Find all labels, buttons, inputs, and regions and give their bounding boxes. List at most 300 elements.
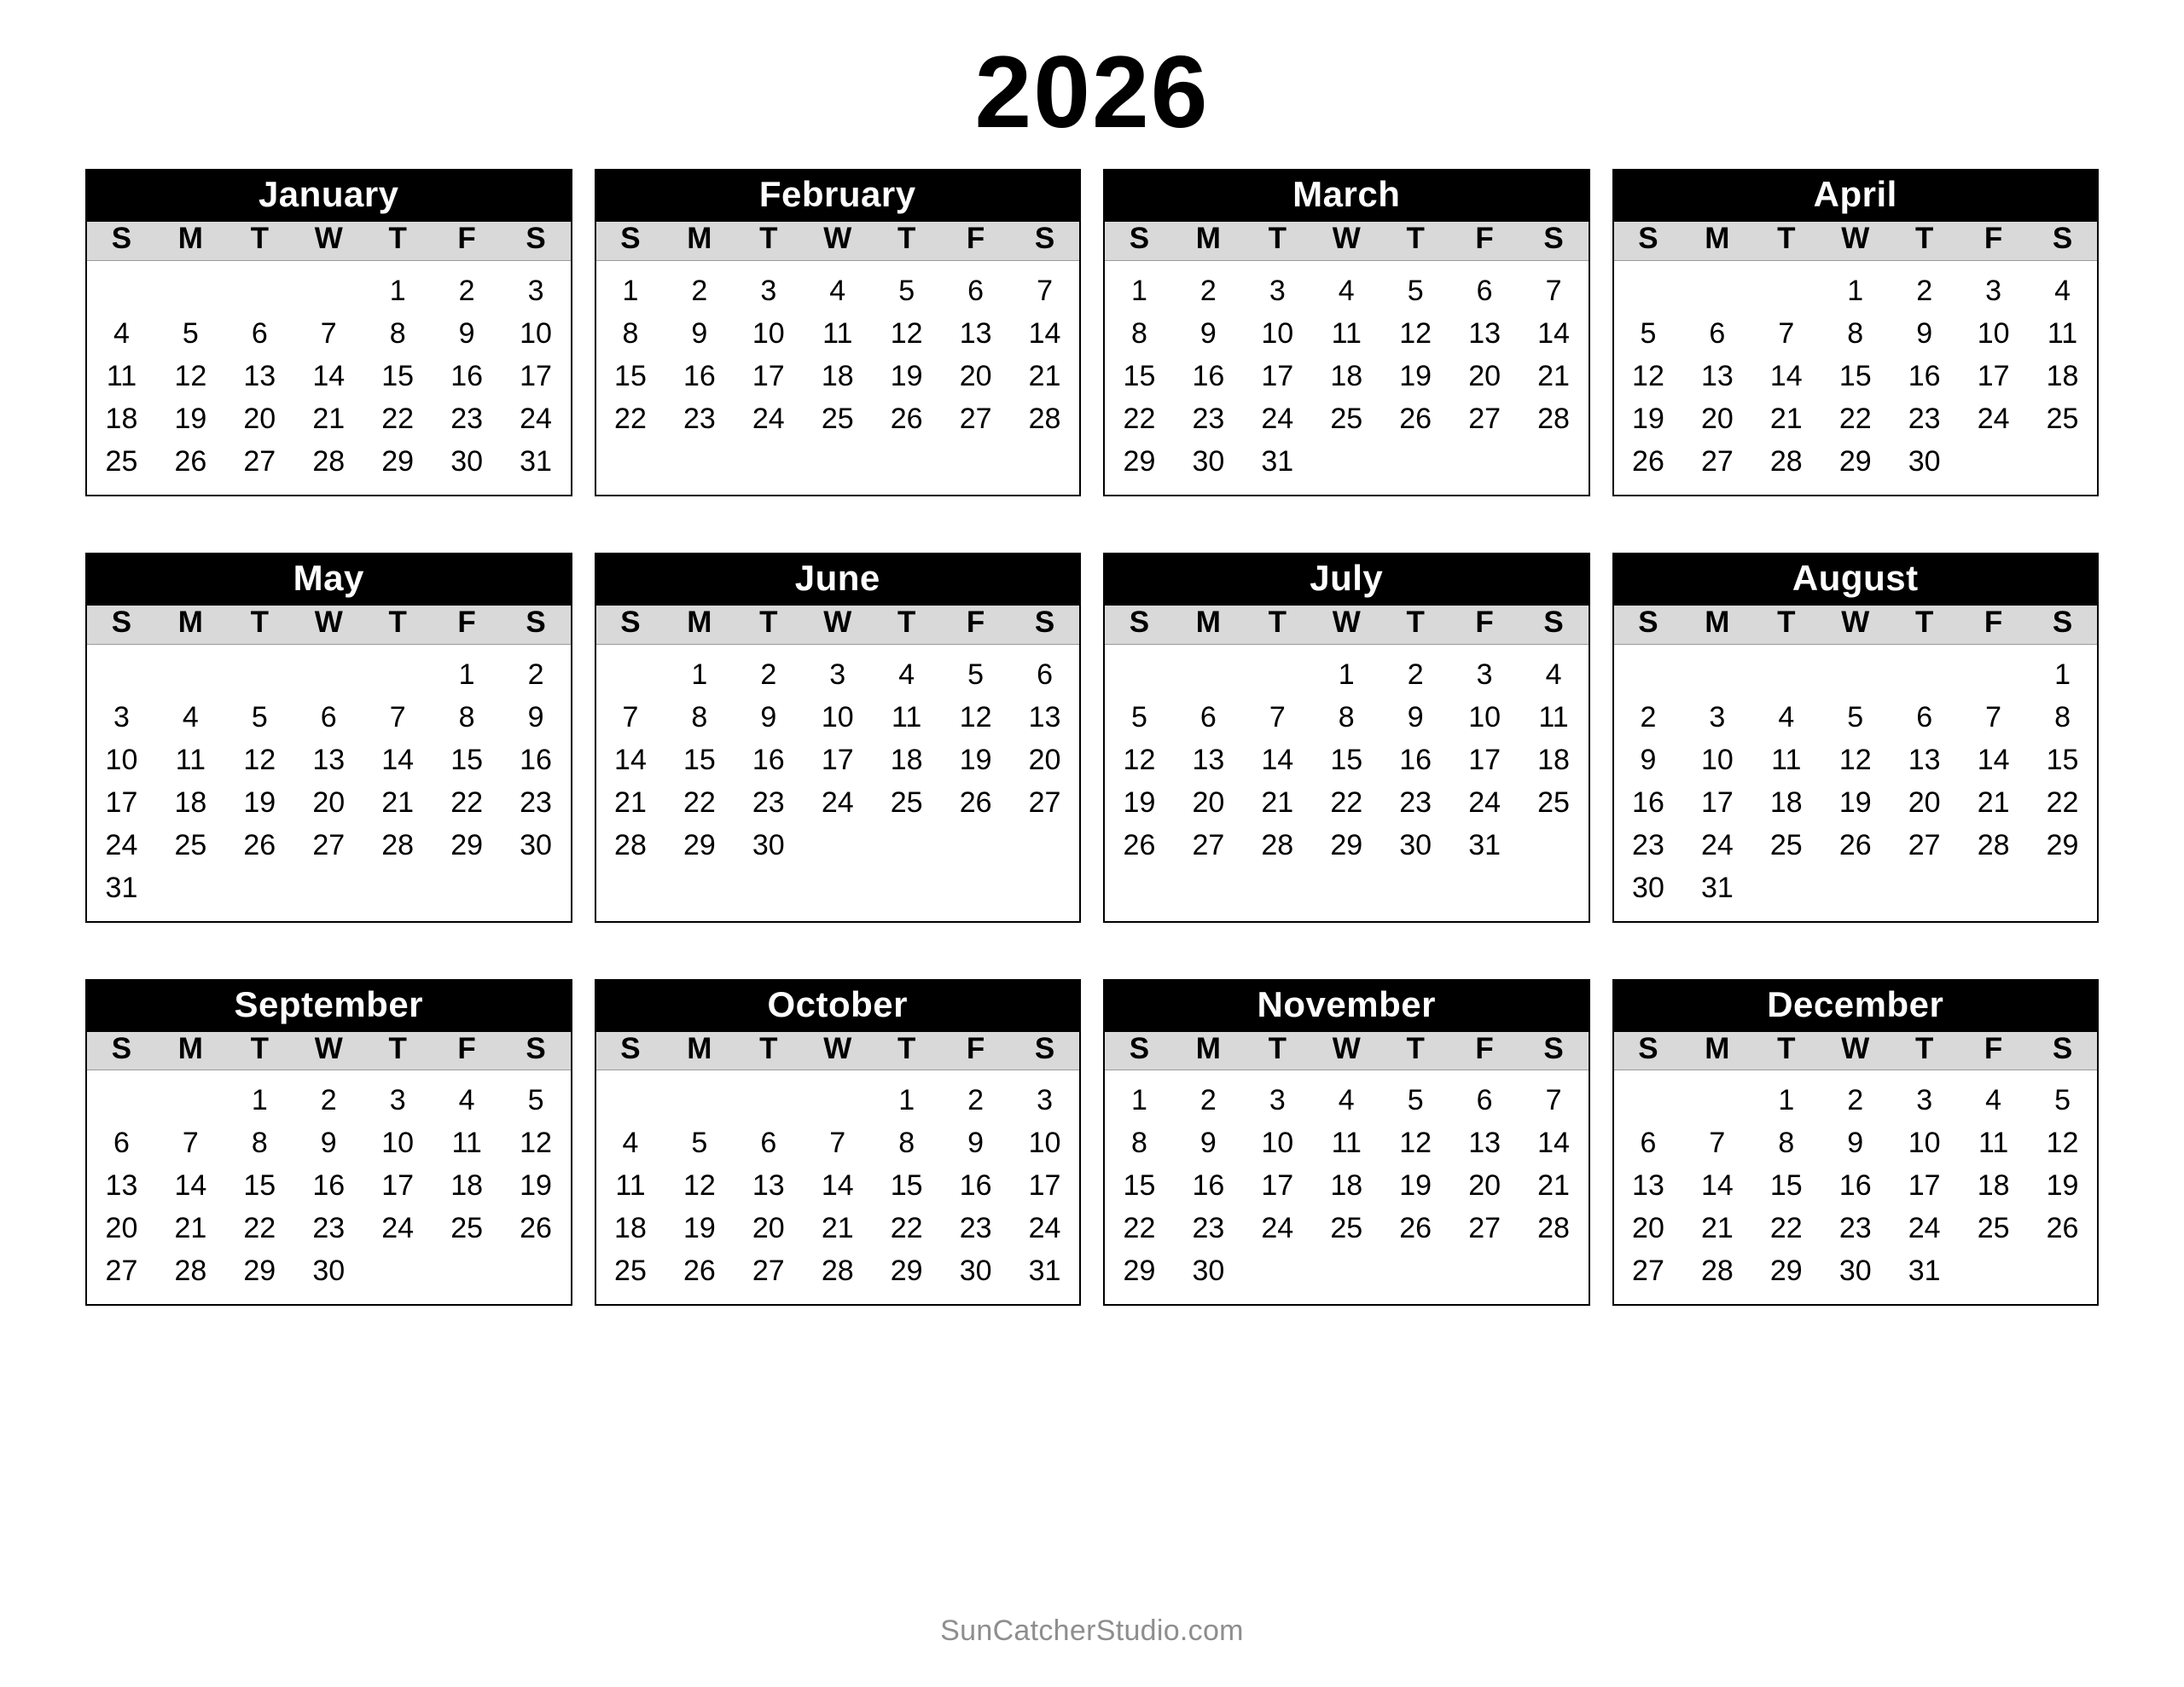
- day-cell[interactable]: 17: [1977, 359, 2010, 392]
- day-cell[interactable]: 27: [1468, 1212, 1502, 1245]
- day-cell[interactable]: 6: [113, 1127, 130, 1160]
- day-cell[interactable]: 25: [105, 444, 138, 478]
- day-cell[interactable]: 2: [1640, 700, 1657, 733]
- day-cell[interactable]: 2: [1199, 1084, 1217, 1117]
- day-cell[interactable]: 23: [959, 1212, 992, 1245]
- day-cell[interactable]: 8: [2054, 700, 2071, 733]
- day-cell[interactable]: 24: [1700, 828, 1734, 861]
- day-cell[interactable]: 31: [1700, 871, 1734, 904]
- day-cell[interactable]: 8: [1338, 700, 1355, 733]
- day-cell[interactable]: 1: [1778, 1084, 1795, 1117]
- day-cell[interactable]: 4: [2054, 274, 2071, 307]
- day-cell[interactable]: 3: [829, 658, 846, 691]
- day-cell[interactable]: 19: [243, 786, 276, 819]
- day-cell[interactable]: 12: [1632, 359, 1664, 392]
- day-cell[interactable]: 29: [381, 444, 415, 478]
- day-cell[interactable]: 21: [1537, 1169, 1570, 1203]
- day-cell[interactable]: 10: [520, 316, 552, 350]
- day-cell[interactable]: 2: [691, 274, 708, 307]
- day-cell[interactable]: 30: [1632, 871, 1664, 904]
- day-cell[interactable]: 3: [1476, 658, 1493, 691]
- day-cell[interactable]: 15: [614, 359, 647, 392]
- day-cell[interactable]: 9: [458, 316, 475, 350]
- day-cell[interactable]: 2: [527, 658, 544, 691]
- day-cell[interactable]: 27: [959, 402, 992, 435]
- day-cell[interactable]: 20: [1908, 786, 1941, 819]
- day-cell[interactable]: 20: [1028, 743, 1061, 776]
- day-cell[interactable]: 16: [450, 359, 484, 392]
- day-cell[interactable]: 21: [1977, 786, 2010, 819]
- day-cell[interactable]: 24: [1468, 786, 1502, 819]
- day-cell[interactable]: 3: [113, 700, 130, 733]
- day-cell[interactable]: 8: [1131, 1127, 1147, 1160]
- day-cell[interactable]: 22: [1123, 402, 1156, 435]
- day-cell[interactable]: 17: [1028, 1169, 1061, 1203]
- day-cell[interactable]: 1: [251, 1084, 268, 1117]
- day-cell[interactable]: 11: [1538, 700, 1569, 733]
- day-cell[interactable]: 4: [1985, 1084, 2002, 1117]
- day-cell[interactable]: 31: [520, 444, 552, 478]
- day-cell[interactable]: 4: [898, 658, 915, 691]
- day-cell[interactable]: 10: [752, 316, 785, 350]
- day-cell[interactable]: 26: [1123, 828, 1156, 861]
- day-cell[interactable]: 6: [320, 700, 337, 733]
- day-cell[interactable]: 21: [1261, 786, 1294, 819]
- day-cell[interactable]: 14: [1261, 743, 1294, 776]
- day-cell[interactable]: 20: [1632, 1212, 1664, 1245]
- day-cell[interactable]: 21: [1700, 1212, 1734, 1245]
- day-cell[interactable]: 5: [527, 1084, 544, 1117]
- day-cell[interactable]: 5: [182, 316, 199, 350]
- day-cell[interactable]: 6: [760, 1127, 777, 1160]
- day-cell[interactable]: 19: [682, 1212, 716, 1245]
- day-cell[interactable]: 5: [967, 658, 985, 691]
- day-cell[interactable]: 23: [682, 402, 716, 435]
- day-cell[interactable]: 12: [1123, 743, 1156, 776]
- day-cell[interactable]: 18: [1977, 1169, 2010, 1203]
- day-cell[interactable]: 8: [898, 1127, 915, 1160]
- day-cell[interactable]: 11: [2047, 316, 2078, 350]
- day-cell[interactable]: 14: [1537, 1127, 1570, 1160]
- day-cell[interactable]: 26: [682, 1255, 716, 1288]
- day-cell[interactable]: 21: [381, 786, 415, 819]
- day-cell[interactable]: 27: [312, 828, 346, 861]
- day-cell[interactable]: 29: [243, 1255, 276, 1288]
- day-cell[interactable]: 28: [1700, 1255, 1734, 1288]
- day-cell[interactable]: 14: [312, 359, 346, 392]
- day-cell[interactable]: 24: [1261, 402, 1294, 435]
- day-cell[interactable]: 11: [822, 316, 853, 350]
- day-cell[interactable]: 8: [622, 316, 639, 350]
- day-cell[interactable]: 15: [450, 743, 484, 776]
- day-cell[interactable]: 1: [458, 658, 475, 691]
- day-cell[interactable]: 29: [1123, 1255, 1156, 1288]
- day-cell[interactable]: 18: [1330, 359, 1363, 392]
- day-cell[interactable]: 26: [1399, 1212, 1432, 1245]
- day-cell[interactable]: 26: [520, 1212, 552, 1245]
- day-cell[interactable]: 14: [1028, 316, 1061, 350]
- day-cell[interactable]: 29: [1123, 444, 1156, 478]
- day-cell[interactable]: 11: [1978, 1127, 2009, 1160]
- day-cell[interactable]: 9: [1199, 1127, 1217, 1160]
- day-cell[interactable]: 8: [458, 700, 475, 733]
- day-cell[interactable]: 2: [1847, 1084, 1864, 1117]
- day-cell[interactable]: 25: [450, 1212, 484, 1245]
- day-cell[interactable]: 16: [1192, 359, 1225, 392]
- day-cell[interactable]: 10: [1028, 1127, 1061, 1160]
- day-cell[interactable]: 26: [2046, 1212, 2079, 1245]
- day-cell[interactable]: 7: [1037, 274, 1053, 307]
- day-cell[interactable]: 24: [1977, 402, 2010, 435]
- day-cell[interactable]: 5: [1640, 316, 1657, 350]
- day-cell[interactable]: 21: [1769, 402, 1803, 435]
- day-cell[interactable]: 3: [760, 274, 777, 307]
- day-cell[interactable]: 20: [1468, 359, 1502, 392]
- day-cell[interactable]: 12: [2046, 1127, 2079, 1160]
- day-cell[interactable]: 18: [1537, 743, 1570, 776]
- day-cell[interactable]: 9: [967, 1127, 985, 1160]
- day-cell[interactable]: 7: [1545, 1084, 1562, 1117]
- day-cell[interactable]: 13: [312, 743, 346, 776]
- day-cell[interactable]: 26: [1399, 402, 1432, 435]
- day-cell[interactable]: 16: [1632, 786, 1664, 819]
- day-cell[interactable]: 7: [1709, 1127, 1726, 1160]
- day-cell[interactable]: 22: [1330, 786, 1363, 819]
- day-cell[interactable]: 14: [1537, 316, 1570, 350]
- day-cell[interactable]: 25: [1537, 786, 1570, 819]
- day-cell[interactable]: 11: [175, 743, 206, 776]
- day-cell[interactable]: 5: [251, 700, 268, 733]
- day-cell[interactable]: 25: [821, 402, 854, 435]
- day-cell[interactable]: 27: [1632, 1255, 1664, 1288]
- day-cell[interactable]: 4: [829, 274, 846, 307]
- day-cell[interactable]: 1: [2054, 658, 2071, 691]
- day-cell[interactable]: 28: [1537, 1212, 1570, 1245]
- day-cell[interactable]: 20: [1468, 1169, 1502, 1203]
- day-cell[interactable]: 7: [1269, 700, 1286, 733]
- day-cell[interactable]: 31: [1908, 1255, 1941, 1288]
- day-cell[interactable]: 13: [1468, 1127, 1502, 1160]
- day-cell[interactable]: 15: [1123, 1169, 1156, 1203]
- day-cell[interactable]: 26: [1632, 444, 1664, 478]
- day-cell[interactable]: 6: [1037, 658, 1053, 691]
- day-cell[interactable]: 2: [1199, 274, 1217, 307]
- day-cell[interactable]: 17: [1468, 743, 1502, 776]
- day-cell[interactable]: 18: [105, 402, 138, 435]
- day-cell[interactable]: 13: [1468, 316, 1502, 350]
- day-cell[interactable]: 17: [1261, 359, 1294, 392]
- day-cell[interactable]: 29: [1838, 444, 1872, 478]
- day-cell[interactable]: 12: [890, 316, 923, 350]
- day-cell[interactable]: 19: [174, 402, 207, 435]
- day-cell[interactable]: 11: [1331, 316, 1362, 350]
- day-cell[interactable]: 4: [1778, 700, 1795, 733]
- day-cell[interactable]: 19: [2046, 1169, 2079, 1203]
- day-cell[interactable]: 15: [1330, 743, 1363, 776]
- day-cell[interactable]: 22: [1123, 1212, 1156, 1245]
- day-cell[interactable]: 19: [1399, 359, 1432, 392]
- day-cell[interactable]: 22: [614, 402, 647, 435]
- day-cell[interactable]: 4: [113, 316, 130, 350]
- day-cell[interactable]: 4: [1338, 1084, 1355, 1117]
- day-cell[interactable]: 7: [1778, 316, 1795, 350]
- day-cell[interactable]: 22: [682, 786, 716, 819]
- day-cell[interactable]: 10: [1468, 700, 1502, 733]
- day-cell[interactable]: 27: [105, 1255, 138, 1288]
- day-cell[interactable]: 5: [1407, 274, 1424, 307]
- day-cell[interactable]: 22: [890, 1212, 923, 1245]
- day-cell[interactable]: 13: [1632, 1169, 1664, 1203]
- day-cell[interactable]: 9: [1916, 316, 1933, 350]
- day-cell[interactable]: 31: [1028, 1255, 1061, 1288]
- day-cell[interactable]: 2: [1407, 658, 1424, 691]
- day-cell[interactable]: 27: [1192, 828, 1225, 861]
- day-cell[interactable]: 23: [1838, 1212, 1872, 1245]
- day-cell[interactable]: 2: [760, 658, 777, 691]
- day-cell[interactable]: 20: [959, 359, 992, 392]
- day-cell[interactable]: 15: [1769, 1169, 1803, 1203]
- day-cell[interactable]: 21: [821, 1212, 854, 1245]
- day-cell[interactable]: 4: [1338, 274, 1355, 307]
- day-cell[interactable]: 16: [752, 743, 785, 776]
- day-cell[interactable]: 24: [381, 1212, 415, 1245]
- day-cell[interactable]: 21: [614, 786, 647, 819]
- day-cell[interactable]: 12: [1399, 1127, 1432, 1160]
- day-cell[interactable]: 10: [1261, 1127, 1294, 1160]
- day-cell[interactable]: 25: [2046, 402, 2079, 435]
- day-cell[interactable]: 26: [174, 444, 207, 478]
- day-cell[interactable]: 29: [450, 828, 484, 861]
- day-cell[interactable]: 23: [312, 1212, 346, 1245]
- day-cell[interactable]: 13: [752, 1169, 785, 1203]
- day-cell[interactable]: 14: [1977, 743, 2010, 776]
- day-cell[interactable]: 23: [1192, 402, 1225, 435]
- day-cell[interactable]: 27: [1468, 402, 1502, 435]
- day-cell[interactable]: 23: [1632, 828, 1664, 861]
- day-cell[interactable]: 7: [1985, 700, 2002, 733]
- day-cell[interactable]: 20: [752, 1212, 785, 1245]
- day-cell[interactable]: 5: [691, 1127, 708, 1160]
- day-cell[interactable]: 2: [1916, 274, 1933, 307]
- day-cell[interactable]: 25: [890, 786, 923, 819]
- day-cell[interactable]: 8: [1131, 316, 1147, 350]
- day-cell[interactable]: 14: [1769, 359, 1803, 392]
- day-cell[interactable]: 1: [389, 274, 406, 307]
- day-cell[interactable]: 12: [959, 700, 992, 733]
- day-cell[interactable]: 19: [959, 743, 992, 776]
- day-cell[interactable]: 28: [614, 828, 647, 861]
- day-cell[interactable]: 8: [1847, 316, 1864, 350]
- day-cell[interactable]: 28: [821, 1255, 854, 1288]
- day-cell[interactable]: 16: [682, 359, 716, 392]
- day-cell[interactable]: 30: [312, 1255, 346, 1288]
- day-cell[interactable]: 22: [1769, 1212, 1803, 1245]
- day-cell[interactable]: 24: [1261, 1212, 1294, 1245]
- day-cell[interactable]: 19: [1123, 786, 1156, 819]
- day-cell[interactable]: 16: [1908, 359, 1941, 392]
- day-cell[interactable]: 26: [243, 828, 276, 861]
- day-cell[interactable]: 15: [1838, 359, 1872, 392]
- day-cell[interactable]: 10: [381, 1127, 415, 1160]
- day-cell[interactable]: 28: [1769, 444, 1803, 478]
- day-cell[interactable]: 15: [381, 359, 415, 392]
- day-cell[interactable]: 25: [1330, 402, 1363, 435]
- day-cell[interactable]: 12: [174, 359, 207, 392]
- day-cell[interactable]: 24: [1908, 1212, 1941, 1245]
- day-cell[interactable]: 16: [1399, 743, 1432, 776]
- day-cell[interactable]: 20: [243, 402, 276, 435]
- day-cell[interactable]: 4: [458, 1084, 475, 1117]
- day-cell[interactable]: 1: [691, 658, 708, 691]
- day-cell[interactable]: 11: [615, 1169, 646, 1203]
- day-cell[interactable]: 22: [2046, 786, 2079, 819]
- day-cell[interactable]: 3: [1269, 274, 1286, 307]
- day-cell[interactable]: 7: [1545, 274, 1562, 307]
- day-cell[interactable]: 25: [1977, 1212, 2010, 1245]
- day-cell[interactable]: 4: [1545, 658, 1562, 691]
- day-cell[interactable]: 22: [450, 786, 484, 819]
- day-cell[interactable]: 14: [821, 1169, 854, 1203]
- day-cell[interactable]: 21: [174, 1212, 207, 1245]
- day-cell[interactable]: 27: [243, 444, 276, 478]
- day-cell[interactable]: 7: [389, 700, 406, 733]
- day-cell[interactable]: 6: [1476, 274, 1493, 307]
- day-cell[interactable]: 5: [1847, 700, 1864, 733]
- day-cell[interactable]: 12: [1399, 316, 1432, 350]
- day-cell[interactable]: 28: [381, 828, 415, 861]
- day-cell[interactable]: 27: [1908, 828, 1941, 861]
- day-cell[interactable]: 16: [959, 1169, 992, 1203]
- day-cell[interactable]: 21: [1028, 359, 1061, 392]
- day-cell[interactable]: 16: [1192, 1169, 1225, 1203]
- day-cell[interactable]: 8: [251, 1127, 268, 1160]
- day-cell[interactable]: 1: [1338, 658, 1355, 691]
- day-cell[interactable]: 26: [890, 402, 923, 435]
- day-cell[interactable]: 10: [1977, 316, 2010, 350]
- day-cell[interactable]: 28: [174, 1255, 207, 1288]
- day-cell[interactable]: 27: [1028, 786, 1061, 819]
- day-cell[interactable]: 1: [1131, 1084, 1147, 1117]
- day-cell[interactable]: 23: [1399, 786, 1432, 819]
- day-cell[interactable]: 2: [320, 1084, 337, 1117]
- day-cell[interactable]: 10: [1700, 743, 1734, 776]
- day-cell[interactable]: 7: [622, 700, 639, 733]
- day-cell[interactable]: 28: [1028, 402, 1061, 435]
- day-cell[interactable]: 14: [381, 743, 415, 776]
- day-cell[interactable]: 9: [760, 700, 777, 733]
- day-cell[interactable]: 9: [1640, 743, 1657, 776]
- day-cell[interactable]: 29: [2046, 828, 2079, 861]
- day-cell[interactable]: 30: [450, 444, 484, 478]
- day-cell[interactable]: 10: [105, 743, 138, 776]
- day-cell[interactable]: 1: [622, 274, 639, 307]
- day-cell[interactable]: 15: [1123, 359, 1156, 392]
- day-cell[interactable]: 9: [1407, 700, 1424, 733]
- day-cell[interactable]: 15: [890, 1169, 923, 1203]
- day-cell[interactable]: 17: [1261, 1169, 1294, 1203]
- day-cell[interactable]: 12: [243, 743, 276, 776]
- day-cell[interactable]: 24: [520, 402, 552, 435]
- day-cell[interactable]: 13: [959, 316, 992, 350]
- day-cell[interactable]: 3: [1985, 274, 2002, 307]
- day-cell[interactable]: 13: [1908, 743, 1941, 776]
- day-cell[interactable]: 6: [967, 274, 985, 307]
- day-cell[interactable]: 12: [520, 1127, 552, 1160]
- day-cell[interactable]: 16: [312, 1169, 346, 1203]
- day-cell[interactable]: 14: [1700, 1169, 1734, 1203]
- day-cell[interactable]: 20: [312, 786, 346, 819]
- day-cell[interactable]: 29: [682, 828, 716, 861]
- day-cell[interactable]: 21: [312, 402, 346, 435]
- day-cell[interactable]: 13: [1700, 359, 1734, 392]
- day-cell[interactable]: 11: [451, 1127, 482, 1160]
- day-cell[interactable]: 7: [320, 316, 337, 350]
- day-cell[interactable]: 18: [450, 1169, 484, 1203]
- day-cell[interactable]: 7: [182, 1127, 199, 1160]
- day-cell[interactable]: 11: [1331, 1127, 1362, 1160]
- day-cell[interactable]: 6: [1640, 1127, 1657, 1160]
- day-cell[interactable]: 28: [1537, 402, 1570, 435]
- day-cell[interactable]: 22: [243, 1212, 276, 1245]
- day-cell[interactable]: 4: [182, 700, 199, 733]
- day-cell[interactable]: 13: [105, 1169, 138, 1203]
- day-cell[interactable]: 18: [614, 1212, 647, 1245]
- day-cell[interactable]: 10: [1908, 1127, 1941, 1160]
- day-cell[interactable]: 6: [1709, 316, 1726, 350]
- day-cell[interactable]: 24: [752, 402, 785, 435]
- day-cell[interactable]: 18: [174, 786, 207, 819]
- day-cell[interactable]: 15: [2046, 743, 2079, 776]
- day-cell[interactable]: 19: [890, 359, 923, 392]
- day-cell[interactable]: 31: [1468, 828, 1502, 861]
- day-cell[interactable]: 26: [959, 786, 992, 819]
- day-cell[interactable]: 30: [1192, 1255, 1225, 1288]
- day-cell[interactable]: 30: [520, 828, 552, 861]
- day-cell[interactable]: 17: [821, 743, 854, 776]
- day-cell[interactable]: 3: [1709, 700, 1726, 733]
- day-cell[interactable]: 17: [752, 359, 785, 392]
- day-cell[interactable]: 1: [898, 1084, 915, 1117]
- day-cell[interactable]: 26: [1838, 828, 1872, 861]
- day-cell[interactable]: 24: [1028, 1212, 1061, 1245]
- day-cell[interactable]: 5: [898, 274, 915, 307]
- day-cell[interactable]: 23: [1192, 1212, 1225, 1245]
- day-cell[interactable]: 30: [752, 828, 785, 861]
- day-cell[interactable]: 13: [243, 359, 276, 392]
- day-cell[interactable]: 18: [890, 743, 923, 776]
- day-cell[interactable]: 15: [243, 1169, 276, 1203]
- day-cell[interactable]: 20: [1192, 786, 1225, 819]
- day-cell[interactable]: 19: [1838, 786, 1872, 819]
- day-cell[interactable]: 6: [1476, 1084, 1493, 1117]
- day-cell[interactable]: 9: [691, 316, 708, 350]
- day-cell[interactable]: 17: [381, 1169, 415, 1203]
- day-cell[interactable]: 29: [890, 1255, 923, 1288]
- day-cell[interactable]: 3: [389, 1084, 406, 1117]
- day-cell[interactable]: 6: [251, 316, 268, 350]
- day-cell[interactable]: 30: [1838, 1255, 1872, 1288]
- day-cell[interactable]: 30: [959, 1255, 992, 1288]
- day-cell[interactable]: 7: [829, 1127, 846, 1160]
- day-cell[interactable]: 12: [682, 1169, 716, 1203]
- day-cell[interactable]: 20: [105, 1212, 138, 1245]
- day-cell[interactable]: 18: [2046, 359, 2079, 392]
- day-cell[interactable]: 24: [821, 786, 854, 819]
- day-cell[interactable]: 19: [1399, 1169, 1432, 1203]
- day-cell[interactable]: 27: [1700, 444, 1734, 478]
- day-cell[interactable]: 24: [105, 828, 138, 861]
- day-cell[interactable]: 5: [1131, 700, 1147, 733]
